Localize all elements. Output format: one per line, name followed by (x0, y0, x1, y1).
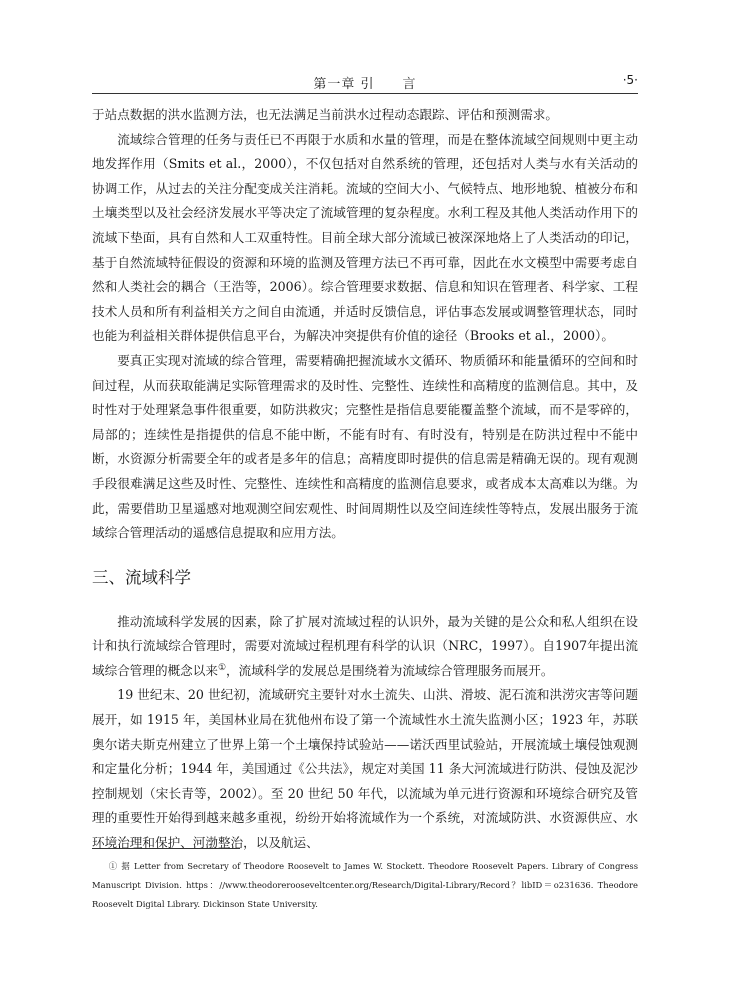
main-body-text (92, 103, 638, 856)
footnote: ① 据 Letter from Secretary of Theodore Roosevelt to James W. Stockett. Theodore Roosevelt Papers. Library of Congress Manuscript Division. https：//www.theodorerooseveltcenter.org/Research/Digital-Library/Record？libID＝o231636. Theodore Roosevelt Digital Library. Dickinson State University. (92, 861, 638, 909)
paragraph-continued: 于站点数据的洪水监测方法，也无法满足当前洪水过程动态跟踪、评估和预测需求。 (92, 107, 558, 122)
section-heading: 三、流域科学 (92, 567, 191, 587)
paragraph-history-of-watershed-research: 19 世纪末、20 世纪初，流域研究主要针对水土流失、山洪、滑坡、泥石流和洪涝灾害等问题展开，如 1915 年，美国林业局在犹他州布设了第一个流域性水土流失监测小区；1923 年，苏联奥尔诺夫斯克州建立了世界上第一个土壤保持试验站——诺沃西里试验站，开展流域土壤侵蚀观测和定量化分析；1944 年，美国通过《公共法》，规定对美国 11 条大河流域进行防洪、侵蚀及泥沙控制规划（宋长青等，2002）。至 20 世纪 50 年代，以流域为单元进行资源和环境综合研究及管理的重要性开始得到越来越多重视，纷纷开始将流域作为一个系统，对流域防洪、水资源供应、水环境治理和保护、河渤整治，以及航运、 (92, 687, 638, 851)
paragraph-text-before-ref: 推动流域科学发展的因素，除了扩展对流域过程的认识外，最为关键的是公众和私人组织在设计和执行流域综合管理时，需要对流域过程机理有科学的认识（NRC，1997）。自1907年提出流域综合管理的概念以来 (92, 613, 638, 678)
running-head-chapter: 第一章 引 言 (313, 77, 417, 92)
page-number: ·5· (622, 73, 638, 87)
paragraph-monitoring-requirements: 要真正实现对流域的综合管理，需要精确把握流域水文循环、物质循环和能量循环的空间和时间过程，从而获取能满足实际管理需求的及时性、完整性、连续性和高精度的监测信息。其中，及时性对于处理紧急事件很重要，如防洪救灾；完整性是指信息要能覆盖整个流域，而不是零碎的，局部的；连续性是指提供的信息不能中断，不能有时有、有时没有，特别是在防洪过程中不能中断，水资源分析需要全年的或者是多年的信息；高精度即时提供的信息需是精确无误的。现有观测手段很难满足这些及时性、完整性、连续性和高精度的监测信息要求，或者成本太高难以为继。为此，需要借助卫星遥感对地观测空间宏观性、时间周期性以及空间连续性等特点，发展出服务于流域综合管理活动的遥感信息提取和应用方法。 (92, 352, 638, 541)
footnote-separator (92, 848, 240, 849)
footnote-reference-marker[interactable]: ① (217, 662, 227, 673)
paragraph-drivers-of-watershed-science (92, 610, 638, 684)
page-header (92, 66, 638, 90)
paragraph-integrated-management: 流域综合管理的任务与责任已不再限于水质和水量的管理，而是在整体流域空间规则中更主动地发挥作用（Smits et al.，2000），不仅包括对自然系统的管理，还包括对人类与水有关活动的协调工作，从过去的关注分配变成关注消耗。流域的空间大小、气候特点、地形地貌、植被分布和土壤类型以及社会经济发展水平等决定了流域管理的复杂程度。水利工程及其他人类活动作用下的流域下垫面，具有自然和人工双重特性。目前全球大部分流域已被深深地烙上了人类活动的印记，基于自然流域特征假设的资源和环境的监测及管理方法已不再可靠，因此在水文模型中需要考虑自然和人类社会的耦合（王浩等，2006）。综合管理要求数据、信息和知识在管理者、科学家、工程技术人员和所有利益相关方之间自由流通，并适时反馈信息，评估事态发展或调整管理状态，同时也能为利益相关群体提供信息平台，为解决冲突提供有价值的途径（Brooks et al.，2000）。 (92, 131, 638, 344)
header-rule (92, 93, 638, 94)
paragraph-text-after-ref: ，流域科学的发展总是围绕着为流域综合管理服务而展开。 (226, 662, 554, 678)
